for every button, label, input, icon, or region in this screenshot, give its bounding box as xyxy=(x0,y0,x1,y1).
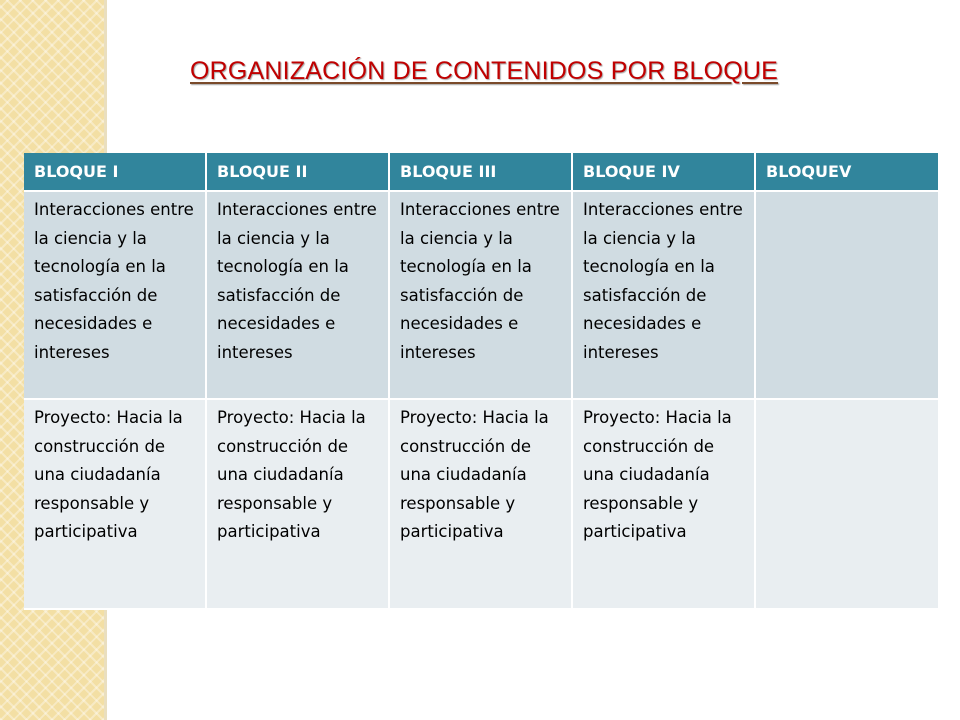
table-header-row xyxy=(24,153,938,191)
header-cell-bloque-1: BLOQUE I xyxy=(24,153,206,191)
table-cell-empty xyxy=(755,191,938,399)
table-cell: Interacciones entre la ciencia y la tecnología en la satisfacción de necesidades e intereses xyxy=(206,191,389,399)
table-cell: Proyecto: Hacia la construcción de una ciudadanía responsable y participativa xyxy=(24,399,206,609)
header-cell-bloque-3: BLOQUE III xyxy=(389,153,572,191)
table-cell: Proyecto: Hacia la construcción de una ciudadanía responsable y participativa xyxy=(206,399,389,609)
slide-title: ORGANIZACIÓN DE CONTENIDOS POR BLOQUE xyxy=(190,57,779,85)
table-cell: Proyecto: Hacia la construcción de una ciudadanía responsable y participativa xyxy=(572,399,755,609)
header-cell-bloque-5: BLOQUEV xyxy=(755,153,938,191)
header-cell-bloque-2: BLOQUE II xyxy=(206,153,389,191)
table-row xyxy=(24,399,938,609)
table-cell: Interacciones entre la ciencia y la tecnología en la satisfacción de necesidades e intereses xyxy=(389,191,572,399)
table-row xyxy=(24,191,938,399)
table-cell: Proyecto: Hacia la construcción de una ciudadanía responsable y participativa xyxy=(389,399,572,609)
table-cell: Interacciones entre la ciencia y la tecnología en la satisfacción de necesidades e intereses xyxy=(572,191,755,399)
table-cell-empty xyxy=(755,399,938,609)
table-cell: Interacciones entre la ciencia y la tecnología en la satisfacción de necesidades e intereses xyxy=(24,191,206,399)
content-table xyxy=(24,153,938,610)
header-cell-bloque-4: BLOQUE IV xyxy=(572,153,755,191)
